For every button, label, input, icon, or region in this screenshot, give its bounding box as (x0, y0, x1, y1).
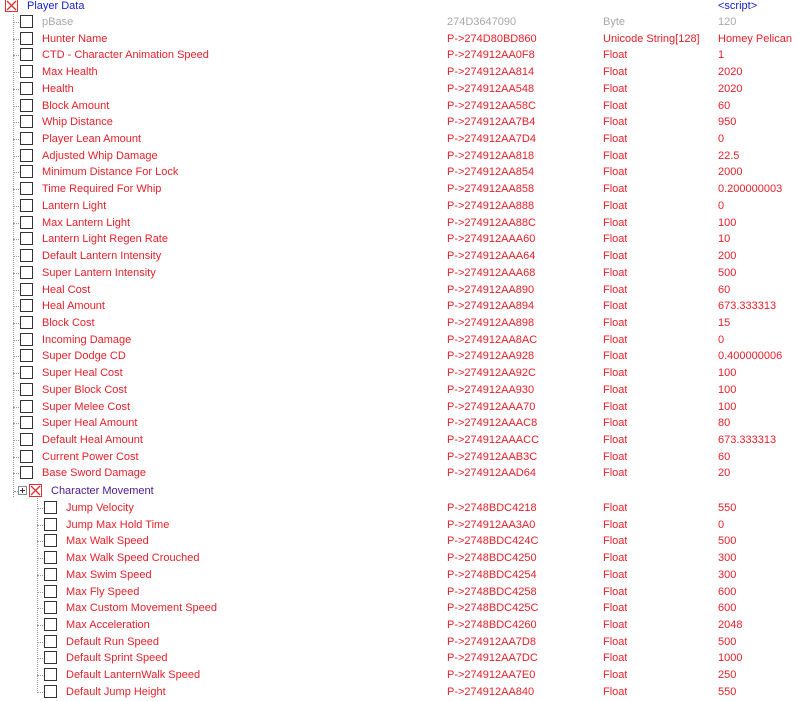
table-row[interactable] (0, 634, 800, 650)
active-checkbox[interactable] (20, 400, 33, 413)
entry-address[interactable]: P->274912AA7DC (447, 652, 538, 665)
entry-value[interactable]: 500 (718, 535, 737, 548)
table-row[interactable] (0, 98, 800, 114)
tree-connector (37, 658, 43, 659)
active-checkbox[interactable] (20, 450, 33, 463)
active-checkbox[interactable] (20, 115, 33, 128)
entry-value[interactable]: 500 (718, 266, 737, 279)
entry-type[interactable]: Float (603, 49, 628, 62)
entry-address[interactable]: P->274912AA894 (447, 300, 535, 313)
entry-address[interactable]: P->2748BDC4260 (447, 619, 537, 632)
tree-connector (37, 558, 43, 559)
entry-value[interactable]: 0.200000003 (718, 183, 783, 196)
entry-description[interactable]: Default Jump Height (66, 685, 166, 698)
table-row[interactable] (0, 550, 800, 566)
entry-type[interactable]: Float (603, 333, 628, 346)
table-row[interactable] (0, 465, 800, 481)
entry-type[interactable]: Unicode String[128] (603, 32, 700, 45)
entry-value[interactable]: 550 (718, 502, 737, 514)
table-row[interactable] (0, 517, 800, 533)
entry-value[interactable]: 200 (718, 250, 737, 263)
entry-description[interactable]: Default Lantern Intensity (42, 250, 162, 263)
entry-value[interactable]: 600 (718, 585, 737, 598)
entry-description[interactable]: Block Cost (42, 316, 95, 329)
header-script-label: <script> (718, 0, 758, 12)
table-row[interactable] (0, 415, 800, 431)
entry-value[interactable]: 60 (718, 99, 731, 112)
entry-description[interactable]: Heal Cost (42, 283, 91, 296)
table-row[interactable] (0, 64, 800, 80)
entry-description[interactable]: Default Run Speed (66, 635, 159, 648)
active-checkbox[interactable] (44, 668, 57, 681)
entry-value[interactable]: 60 (718, 450, 731, 463)
entry-address[interactable]: P->274912AAD64 (447, 467, 536, 480)
entry-value[interactable]: 60 (718, 283, 731, 296)
entry-address[interactable]: P->274912AA888 (447, 199, 535, 212)
table-row[interactable] (0, 148, 800, 164)
entry-value[interactable]: 10 (718, 233, 731, 246)
active-checkbox[interactable] (20, 266, 33, 279)
entry-address[interactable]: P->274912AAA68 (447, 266, 536, 279)
entry-address[interactable]: P->2748BDC4250 (447, 552, 537, 565)
tree-connector (37, 575, 43, 576)
entry-description[interactable]: Default Sprint Speed (66, 652, 168, 665)
entry-address[interactable]: P->274912AA898 (447, 316, 535, 329)
tree-connector (13, 223, 19, 224)
entry-address[interactable]: P->274912AA548 (447, 82, 535, 95)
active-checkbox[interactable] (20, 232, 33, 245)
entry-value[interactable]: 100 (718, 216, 737, 229)
active-checkbox[interactable] (20, 316, 33, 329)
tree-connector (13, 457, 19, 458)
tree-connector (13, 156, 19, 157)
entry-type[interactable]: Float (603, 669, 628, 682)
entry-type[interactable]: Float (603, 116, 628, 129)
entry-description[interactable]: Max Custom Movement Speed (66, 602, 218, 615)
entry-type[interactable]: Float (603, 383, 628, 396)
entry-address[interactable]: P->274912AA58C (447, 99, 536, 112)
entry-description[interactable]: Lantern Light (42, 199, 107, 212)
entry-description[interactable]: CTD - Character Animation Speed (42, 49, 209, 62)
active-checkbox[interactable] (44, 651, 57, 664)
entry-value[interactable]: 0 (718, 133, 725, 146)
entry-type[interactable]: Float (603, 685, 628, 698)
entry-type[interactable]: Float (603, 233, 628, 246)
active-checkbox[interactable] (20, 199, 33, 212)
entry-description[interactable]: Minimum Distance For Lock (42, 166, 179, 179)
table-row[interactable] (0, 449, 800, 465)
table-row[interactable] (0, 282, 800, 298)
entry-type[interactable]: Float (603, 417, 628, 430)
entry-value[interactable]: 100 (718, 367, 737, 380)
entry-value[interactable]: 20 (718, 467, 731, 480)
active-checkbox[interactable] (20, 433, 33, 446)
active-checkbox[interactable] (20, 32, 33, 45)
table-row[interactable] (0, 215, 800, 231)
entry-type[interactable]: Float (603, 502, 628, 514)
active-checkbox[interactable] (44, 568, 57, 581)
entry-type[interactable]: Float (603, 400, 628, 413)
entry-type[interactable]: Float (603, 619, 628, 632)
entry-address[interactable]: P->274912AA7D8 (447, 635, 536, 648)
active-checkbox[interactable] (20, 15, 33, 28)
entry-type[interactable]: Float (603, 467, 628, 480)
entry-value[interactable]: 2020 (718, 82, 743, 95)
entry-value[interactable]: 673.333313 (718, 300, 777, 313)
active-checkbox[interactable] (20, 132, 33, 145)
active-checkbox[interactable] (20, 165, 33, 178)
entry-type[interactable]: Float (603, 350, 628, 363)
entry-address[interactable]: P->274912AA8AC (447, 333, 538, 346)
active-checkbox[interactable] (20, 82, 33, 95)
entry-value[interactable]: 550 (718, 685, 737, 698)
entry-address[interactable]: P->274912AAA70 (447, 400, 536, 413)
entry-value[interactable]: 300 (718, 552, 737, 565)
tree-connector (37, 525, 43, 526)
active-checkbox[interactable] (44, 685, 57, 698)
table-row[interactable] (0, 131, 800, 147)
entry-type[interactable]: Float (603, 66, 628, 79)
entry-value[interactable]: 0 (718, 199, 725, 212)
active-checkbox[interactable] (20, 416, 33, 429)
table-row[interactable] (0, 432, 800, 448)
entry-description[interactable]: Super Heal Amount (42, 417, 138, 430)
entry-address[interactable]: P->274912AA928 (447, 350, 535, 363)
tree-connector (37, 508, 43, 509)
tree-connector (13, 273, 19, 274)
entry-address[interactable]: P->274912AA814 (447, 66, 535, 79)
active-checkbox[interactable] (20, 299, 33, 312)
tree-connector (37, 692, 43, 693)
group-title: Character Movement (51, 485, 154, 497)
entry-address[interactable]: P->274912AA818 (447, 149, 535, 162)
entry-description[interactable]: Time Required For Whip (42, 183, 162, 196)
entry-description[interactable]: Hunter Name (42, 32, 108, 45)
entry-description[interactable]: Jump Velocity (66, 502, 134, 514)
entry-value[interactable]: 2048 (718, 619, 743, 632)
tree-connector (13, 122, 19, 123)
tree-connector (13, 423, 19, 424)
entry-type[interactable]: Float (603, 99, 628, 112)
entry-address[interactable]: P->274912AA7B4 (447, 116, 536, 129)
entry-type[interactable]: Float (603, 266, 628, 279)
tree-connector (37, 608, 43, 609)
entry-type[interactable]: Float (603, 585, 628, 598)
table-row[interactable] (0, 248, 800, 264)
table-row[interactable] (0, 164, 800, 180)
entry-type[interactable]: Float (603, 367, 628, 380)
active-checkbox[interactable] (44, 501, 57, 514)
entry-description[interactable]: Max Health (42, 66, 98, 79)
entry-type[interactable]: Float (603, 652, 628, 665)
table-row[interactable] (0, 365, 800, 381)
entry-address[interactable]: P->274912AAACC (447, 434, 540, 446)
entry-value[interactable]: 2020 (718, 66, 743, 79)
entry-description[interactable]: Super Dodge CD (42, 350, 126, 363)
entry-address[interactable]: P->274912AAB3C (447, 450, 538, 463)
entry-value[interactable]: 300 (718, 568, 737, 581)
active-checkbox[interactable] (20, 349, 33, 362)
active-checkbox[interactable] (20, 216, 33, 229)
entry-description[interactable]: Adjusted Whip Damage (42, 149, 158, 162)
entry-value[interactable]: 2000 (718, 166, 743, 179)
entry-description[interactable]: Super Melee Cost (42, 400, 131, 413)
entry-description[interactable]: Whip Distance (42, 116, 113, 129)
entry-value[interactable]: 100 (718, 383, 737, 396)
entry-description[interactable]: Lantern Light Regen Rate (42, 233, 168, 246)
table-row[interactable] (0, 47, 800, 63)
entry-description[interactable]: Super Block Cost (42, 383, 127, 396)
group-row-character-movement[interactable] (0, 483, 800, 499)
table-row[interactable] (0, 31, 800, 47)
active-checkbox[interactable] (20, 65, 33, 78)
table-row[interactable] (0, 600, 800, 616)
entry-value[interactable]: Homey Pelican (718, 32, 792, 45)
active-checkbox[interactable] (44, 518, 57, 531)
table-row[interactable] (0, 81, 800, 97)
entry-address[interactable]: P->2748BDC4258 (447, 585, 537, 598)
entry-type[interactable]: Float (603, 82, 628, 95)
tree-connector (13, 356, 19, 357)
entry-description[interactable]: Max Fly Speed (66, 585, 140, 598)
active-checkbox[interactable] (44, 618, 57, 631)
entry-address[interactable]: P->274912AA854 (447, 166, 535, 179)
entry-value[interactable]: 1 (718, 49, 725, 62)
entry-value[interactable]: 15 (718, 316, 731, 329)
entry-description[interactable]: Current Power Cost (42, 450, 139, 463)
entry-type[interactable]: Float (603, 183, 628, 196)
table-row[interactable] (0, 231, 800, 247)
table-row[interactable] (0, 181, 800, 197)
entry-address[interactable]: P->274912AA0F8 (447, 49, 535, 62)
tree-connector (13, 373, 19, 374)
active-checkbox[interactable] (20, 366, 33, 379)
active-checkbox[interactable] (20, 283, 33, 296)
entry-description[interactable]: pBase (42, 16, 74, 28)
table-row[interactable] (0, 265, 800, 281)
tree-connector (13, 55, 19, 56)
active-checkbox[interactable] (44, 601, 57, 614)
entry-address[interactable]: P->274912AAA64 (447, 250, 536, 263)
active-checkbox[interactable] (44, 534, 57, 547)
tree-connector (13, 473, 19, 474)
entry-type[interactable]: Float (603, 535, 628, 548)
entry-description[interactable]: Max Acceleration (66, 619, 150, 632)
active-checkbox[interactable] (20, 333, 33, 346)
tree-connector (37, 625, 43, 626)
entry-description[interactable]: Max Walk Speed Crouched (66, 552, 200, 565)
entry-address[interactable]: P->274D80BD860 (447, 32, 537, 45)
tree-connector (13, 139, 19, 140)
entry-description[interactable]: Default Heal Amount (42, 434, 143, 446)
entry-address[interactable]: P->2748BDC424C (447, 535, 539, 548)
entry-type[interactable]: Float (603, 434, 628, 446)
entry-address[interactable]: P->274912AA88C (447, 216, 536, 229)
entry-type[interactable]: Float (603, 518, 628, 531)
active-checkbox[interactable] (44, 585, 57, 598)
entry-address[interactable]: P->274912AA7D4 (447, 133, 536, 146)
entry-address[interactable]: P->274912AA92C (447, 367, 536, 380)
entry-type[interactable]: Float (603, 300, 628, 313)
entry-type[interactable]: Float (603, 568, 628, 581)
active-checkbox[interactable] (20, 48, 33, 61)
entry-address[interactable]: P->2748BDC425C (447, 602, 539, 615)
entry-description[interactable]: Max Walk Speed (66, 535, 149, 548)
entry-description[interactable]: Default LanternWalk Speed (66, 669, 201, 682)
tree-connector (13, 290, 19, 291)
tree-connector (13, 106, 19, 107)
entry-address[interactable]: P->274912AAAC8 (447, 417, 538, 430)
active-checkbox[interactable] (20, 182, 33, 195)
entry-description[interactable]: Super Lantern Intensity (42, 266, 156, 279)
entry-type[interactable]: Float (603, 450, 628, 463)
entry-type[interactable]: Float (603, 602, 628, 615)
entry-address[interactable]: P->274912AA7E0 (447, 669, 536, 682)
tree-connector (37, 675, 43, 676)
entry-description[interactable]: Block Amount (42, 99, 110, 112)
entry-value[interactable]: 250 (718, 669, 737, 682)
tree-connector (13, 89, 19, 90)
entry-address[interactable]: P->274912AA858 (447, 183, 535, 196)
entry-type[interactable]: Float (603, 166, 628, 179)
tree-connector (13, 390, 19, 391)
entry-description[interactable]: Super Heal Cost (42, 367, 123, 380)
entry-address[interactable]: 274D3647090 (447, 16, 517, 28)
table-row[interactable] (0, 348, 800, 364)
entry-value[interactable]: 22.5 (718, 149, 740, 162)
entry-value[interactable]: 950 (718, 116, 737, 129)
entry-description[interactable]: Player Lean Amount (42, 133, 142, 146)
tree-connector (13, 440, 19, 441)
entry-type[interactable]: Float (603, 133, 628, 146)
entry-value[interactable]: 0 (718, 518, 725, 531)
tree-connector (13, 323, 19, 324)
entry-value[interactable]: 80 (718, 417, 731, 430)
entry-address[interactable]: P->274912AA840 (447, 685, 535, 698)
expand-collapse-icon[interactable] (18, 486, 27, 495)
entry-value[interactable]: 120 (718, 16, 737, 28)
entry-value[interactable]: 100 (718, 400, 737, 413)
tree-connector (13, 189, 19, 190)
entry-address[interactable]: P->2748BDC4218 (447, 502, 537, 514)
table-row[interactable] (0, 650, 800, 666)
tree-connector (13, 239, 19, 240)
entry-type[interactable]: Float (603, 283, 628, 296)
tree-connector (37, 592, 43, 593)
entry-type[interactable]: Byte (603, 16, 626, 28)
table-row[interactable] (0, 617, 800, 633)
active-checkbox[interactable] (20, 149, 33, 162)
entry-address[interactable]: P->274912AA890 (447, 283, 535, 296)
entry-type[interactable]: Float (603, 250, 628, 263)
entry-type[interactable]: Float (603, 199, 628, 212)
entry-value[interactable]: 0 (718, 333, 725, 346)
entry-value[interactable]: 1000 (718, 652, 743, 665)
entry-type[interactable]: Float (603, 149, 628, 162)
active-checkbox[interactable] (44, 635, 57, 648)
entry-address[interactable]: P->274912AAA60 (447, 233, 536, 246)
tree-connector (13, 256, 19, 257)
table-row[interactable] (0, 114, 800, 130)
entry-type[interactable]: Float (603, 552, 628, 565)
tree-connector (13, 407, 19, 408)
table-row[interactable] (0, 533, 800, 549)
table-row[interactable] (0, 500, 800, 516)
tree-connector (13, 72, 19, 73)
tree-connector (13, 172, 19, 173)
header-title: Player Data (27, 0, 85, 12)
tree-connector (13, 340, 19, 341)
entry-description[interactable]: Health (42, 82, 74, 95)
active-checkbox[interactable] (44, 551, 57, 564)
tree-connector (13, 39, 19, 40)
active-checkbox[interactable] (20, 99, 33, 112)
entry-value[interactable]: 600 (718, 602, 737, 615)
group-active-toggle-x-icon[interactable] (29, 484, 42, 497)
entry-description[interactable]: Jump Max Hold Time (66, 518, 170, 531)
entry-description[interactable]: Max Swim Speed (66, 568, 152, 581)
table-row[interactable] (0, 298, 800, 314)
tree-connector (13, 206, 19, 207)
entry-type[interactable]: Float (603, 216, 628, 229)
entry-type[interactable]: Float (603, 316, 628, 329)
entry-description[interactable]: Incoming Damage (42, 333, 132, 346)
table-row[interactable] (0, 584, 800, 600)
entry-address[interactable]: P->274912AA930 (447, 383, 535, 396)
tree-connector (37, 541, 43, 542)
entry-address[interactable]: P->2748BDC4254 (447, 568, 537, 581)
table-row[interactable] (0, 332, 800, 348)
entry-address[interactable]: P->274912AA3A0 (447, 518, 536, 531)
table-row[interactable] (0, 567, 800, 583)
active-checkbox[interactable] (20, 383, 33, 396)
table-row[interactable] (0, 667, 800, 683)
entry-description[interactable]: Heal Amount (42, 300, 105, 313)
table-row[interactable] (0, 382, 800, 398)
entry-value[interactable]: 673.333313 (718, 434, 777, 446)
table-row[interactable] (0, 684, 800, 700)
entry-value[interactable]: 0.400000006 (718, 350, 783, 363)
active-toggle-x-icon[interactable] (5, 0, 18, 12)
tree-connector (37, 642, 43, 643)
tree-connector (13, 306, 19, 307)
entry-description[interactable]: Max Lantern Light (42, 216, 131, 229)
entry-description[interactable]: Base Sword Damage (42, 467, 146, 480)
tree-connector (13, 22, 19, 23)
table-row[interactable] (0, 399, 800, 415)
table-row[interactable] (0, 198, 800, 214)
table-row[interactable] (0, 315, 800, 331)
table-row[interactable] (0, 14, 800, 30)
entry-type[interactable]: Float (603, 635, 628, 648)
entry-value[interactable]: 500 (718, 635, 737, 648)
active-checkbox[interactable] (20, 249, 33, 262)
active-checkbox[interactable] (20, 466, 33, 479)
header-row-player-data[interactable] (0, 0, 800, 14)
